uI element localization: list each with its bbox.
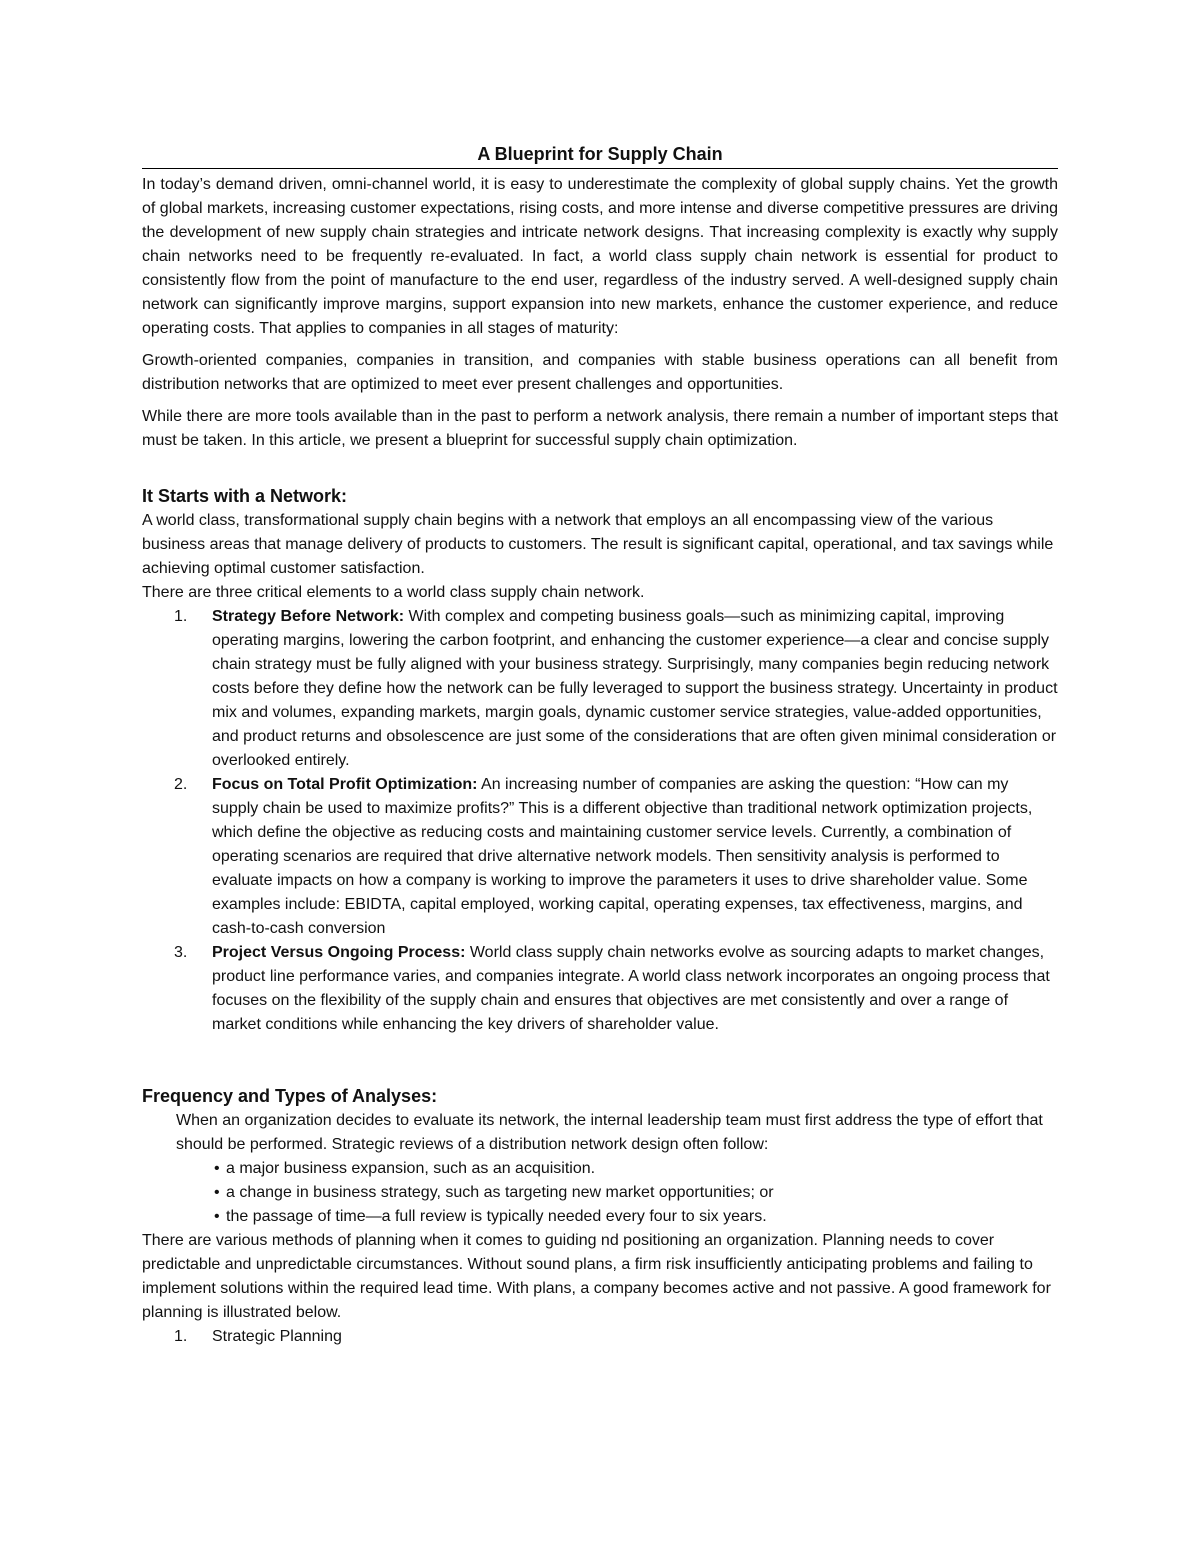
critical-elements-list (142, 605, 1058, 1037)
bullet-item: • the passage of time—a full review is typically needed every four to six years. (142, 1205, 1058, 1229)
bullet-item: • a change in business strategy, such as targeting new market opportunities; or (142, 1181, 1058, 1205)
list-item-title: Focus on Total Profit Optimization: (212, 776, 478, 793)
section-heading-frequency: Frequency and Types of Analyses: (142, 1086, 438, 1106)
list-number: 2. (174, 776, 188, 793)
intro-paragraph-1: In today’s demand driven, omni-channel world, it is easy to underestimate the complexity of global supply chains. Yet the growth of global markets, increasing customer expectations, rising costs, and more intense and diverse competitive pressures are driving the development of new supply chain strategies and intricate network designs. That increasing complexity is exactly why supply chain networks need to be frequently re-evaluated. In fact, a world class supply chain network is essential for product to consistently flow from the point of manufacture to the end user, regardless of the industry served. A well-designed supply chain network can significantly improve margins, support expansion into new markets, enhance the customer experience, and reduce operating costs. That applies to companies in all stages of maturity: (142, 176, 1058, 337)
intro-paragraph-3: While there are more tools available than in the past to perform a network analysis, there remain a number of important steps that must be taken. In this article, we present a blueprint for successful supply chain optimization. (142, 408, 1059, 449)
network-paragraph-1: A world class, transformational supply chain begins with a network that employs an all encompassing view of the various business areas that manage delivery of products to customers. The result is significant capital, operational, and tax savings while achieving optimal customer satisfaction. (142, 512, 1054, 577)
list-item-title: Project Versus Ongoing Process: (212, 944, 466, 961)
bullet-icon: • (214, 1208, 220, 1225)
list-item-text: An increasing number of companies are asking the question: “How can my supply chain be used to maximize profits?” This is a different objective than traditional network optimization projects, which define the objective as reducing costs and maintaining customer service levels. Currently, a combination of operating scenarios are required that drive alternative network models. Then sensitivity analysis is performed to evaluate impacts on how a company is working to improve the parameters it uses to drive shareholder value. Some examples include: EBIDTA, capital employed, working capital, operating expenses, tax effectiveness, margins, and cash-to-cash conversion (212, 776, 1033, 937)
frequency-paragraph-2: There are various methods of planning when it comes to guiding nd positioning an organization. Planning needs to cover predictable and unpredictable circumstances. Without sound plans, a firm risk insufficiently anticipating problems and failing to implement solutions within the required lead time. With plans, a company becomes active and not passive. A good framework for planning is illustrated below. (142, 1232, 1051, 1321)
list-item (142, 1325, 1058, 1349)
planning-list (142, 1325, 1058, 1349)
intro-paragraph-2: Growth-oriented companies, companies in transition, and companies with stable business operations can all benefit from distribution networks that are optimized to meet ever present challenges and opportunities. (142, 352, 1058, 393)
list-item (142, 941, 1058, 1037)
list-item (142, 605, 1058, 773)
document-title: A Blueprint for Supply Chain (142, 142, 1058, 169)
list-item-title: Strategy Before Network: (212, 608, 405, 625)
bullet-icon: • (214, 1160, 220, 1177)
list-number: 3. (174, 944, 188, 961)
bullet-icon: • (214, 1184, 220, 1201)
section-heading-network: It Starts with a Network: (142, 486, 348, 506)
document-page (142, 142, 1058, 1349)
list-item-text: World class supply chain networks evolve as sourcing adapts to market changes, product line performance varies, and companies integrate. A world class network incorporates an ongoing process that focuses on the flexibility of the supply chain and ensures that objectives are met consistently and over a range of market conditions while enhancing the key drivers of shareholder value. (212, 944, 1050, 1033)
list-item-text: With complex and competing business goals—such as minimizing capital, improving operating margins, lowering the carbon footprint, and enhancing the customer experience—a clear and concise supply chain strategy must be fully aligned with your business strategy. Surprisingly, many companies begin reducing network costs before they define how the network can be fully leveraged to support the business strategy. Uncertainty in product mix and volumes, expanding markets, margin goals, dynamic customer service strategies, value-added opportunities, and product returns and obsolescence are just some of the considerations that are often given minimal consideration or overlooked entirely. (212, 608, 1058, 769)
list-item (142, 773, 1058, 941)
list-number: 1. (174, 1328, 188, 1345)
bullet-item: • a major business expansion, such as an acquisition. (142, 1157, 1058, 1181)
list-number: 1. (174, 608, 188, 625)
list-item-text: Strategic Planning (212, 1328, 342, 1345)
review-triggers-list (142, 1157, 1058, 1229)
frequency-paragraph-1: When an organization decides to evaluate its network, the internal leadership team must first address the type of effort that should be performed. Strategic reviews of a distribution network design often follow: (176, 1112, 1043, 1153)
network-paragraph-2: There are three critical elements to a world class supply chain network. (142, 584, 645, 601)
